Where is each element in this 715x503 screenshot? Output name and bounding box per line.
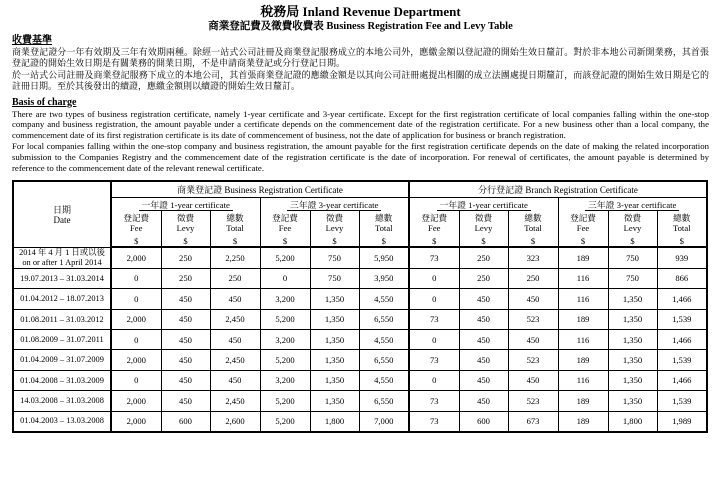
table-cell: 450 <box>161 329 210 349</box>
table-cell: 116 <box>558 329 608 349</box>
col-header-fee-zh: 登記費 <box>123 213 150 224</box>
table-row <box>13 411 707 432</box>
branch-three-year-header: 三年證 3-year certificate <box>558 198 707 212</box>
col-header-total-zh: 總數 <box>673 213 691 224</box>
table-cell: 750 <box>310 247 359 268</box>
table-cell: 1,989 <box>657 411 707 432</box>
row-date: 01.04.2009 – 31.07.2009 <box>13 350 111 370</box>
table-cell: 2,600 <box>210 411 260 432</box>
table-cell: 116 <box>558 268 608 288</box>
table-cell: 1,350 <box>608 350 657 370</box>
col-header-levy-zh: 徵費 <box>623 213 642 224</box>
date-header <box>13 181 111 247</box>
table-cell: 189 <box>558 350 608 370</box>
basis-heading-zh: 收費基準 <box>12 35 52 46</box>
table-cell: 450 <box>161 370 210 390</box>
col-header-total-en: Total <box>226 223 244 234</box>
col-header-total <box>508 211 558 235</box>
br-one-year-header: 一年證 1-year certificate <box>111 198 260 212</box>
col-header-fee-zh: 登記費 <box>421 213 448 224</box>
date-header-zh: 日期 <box>52 204 71 215</box>
row-date: 01.04.2003 – 13.03.2008 <box>13 411 111 432</box>
table-row <box>13 247 707 268</box>
col-header-fee <box>409 211 459 235</box>
table-cell: 2,000 <box>111 309 161 329</box>
row-date: 01.08.2009 – 31.07.2011 <box>13 329 111 349</box>
col-header-levy-zh: 徵費 <box>176 213 195 224</box>
table-cell: 750 <box>608 268 657 288</box>
col-header-fee-zh: 登記費 <box>570 213 596 224</box>
table-cell: 523 <box>508 391 558 411</box>
unit-label: $ <box>310 235 359 247</box>
col-header-levy-en: Levy <box>474 223 493 234</box>
table-cell: 450 <box>161 350 210 370</box>
document-subtitle: 商業登記費及徵費收費表 Business Registration Fee and Levy Table <box>208 21 513 32</box>
table-cell: 2,000 <box>111 350 161 370</box>
basis-heading-en: Basis of charge <box>12 96 77 108</box>
table-cell: 1,350 <box>310 329 359 349</box>
table-cell: 866 <box>657 268 707 288</box>
col-header-levy <box>608 211 657 235</box>
table-cell: 5,200 <box>260 350 310 370</box>
table-cell: 1,350 <box>608 370 657 390</box>
table-cell: 1,350 <box>608 289 657 309</box>
table-cell: 0 <box>409 329 459 349</box>
table-row <box>13 370 707 390</box>
col-header-fee-en: Fee <box>130 223 143 234</box>
table-cell: 450 <box>459 329 508 349</box>
col-header-levy-zh: 徵費 <box>474 213 493 224</box>
table-cell: 2,450 <box>210 391 260 411</box>
document-title: 稅務局 Inland Revenue Department <box>260 4 461 19</box>
table-cell: 250 <box>508 268 558 288</box>
table-cell: 450 <box>210 289 260 309</box>
col-header-levy-en: Levy <box>176 223 195 234</box>
table-cell: 750 <box>608 247 657 268</box>
table-cell: 323 <box>508 247 558 268</box>
table-cell: 0 <box>409 370 459 390</box>
table-cell: 450 <box>459 309 508 329</box>
table-cell: 5,200 <box>260 309 310 329</box>
fee-table <box>12 180 708 433</box>
table-cell: 2,000 <box>111 391 161 411</box>
table-cell: 1,350 <box>608 391 657 411</box>
table-cell: 1,800 <box>608 411 657 432</box>
table-cell: 1,466 <box>657 370 707 390</box>
col-header-levy-en: Levy <box>623 223 642 234</box>
col-header-fee-en: Fee <box>278 223 292 234</box>
table-cell: 0 <box>260 268 310 288</box>
table-row <box>13 329 707 349</box>
table-cell: 0 <box>111 370 161 390</box>
table-cell: 450 <box>459 391 508 411</box>
table-cell: 189 <box>558 391 608 411</box>
table-cell: 450 <box>508 329 558 349</box>
table-cell: 1,539 <box>657 309 707 329</box>
table-cell: 189 <box>558 247 608 268</box>
table-cell: 5,950 <box>359 247 409 268</box>
table-cell: 450 <box>459 370 508 390</box>
row-date: 01.08.2011 – 31.03.2012 <box>13 309 111 329</box>
section-branch-registration: 分行登記證 Branch Registration Certificate <box>409 181 707 198</box>
table-cell: 450 <box>459 350 508 370</box>
col-header-total-zh: 總數 <box>226 213 244 224</box>
table-cell: 250 <box>161 268 210 288</box>
col-header-fee-en: Fee <box>428 223 441 234</box>
table-cell: 3,200 <box>260 370 310 390</box>
col-header-total <box>657 211 707 235</box>
table-cell: 1,350 <box>310 370 359 390</box>
basis-paragraph-en-1: There are two types of business registration certificate, namely 1-year certificate and 3-year certificate. Except for the first registration certificate of local companies falling within the one-stop company and business registration, the amount payable under a certificate depends on the commencement date of the registration certificate. For a new business other than a local company, the commencement date of its first registration certificate is its date of commencement of business, not the date of application for business or branch registration. <box>12 108 709 141</box>
table-cell: 3,200 <box>260 289 310 309</box>
col-header-fee-zh: 登記費 <box>272 213 298 224</box>
table-cell: 450 <box>508 370 558 390</box>
table-cell: 4,550 <box>359 289 409 309</box>
unit-label: $ <box>558 235 608 247</box>
table-row <box>13 309 707 329</box>
table-cell: 2,000 <box>111 247 161 268</box>
basis-paragraph-en-2: For local companies falling within the one-stop company and business registration, the amount payable for the first registration certificate depends on the date of making the related incorporation submission to the Companies Registry and the commencement date of the registration certificate is the date of incorporation. For renewal of certificates, the amount payable is determined by reference to the commencement date of the relevant renewal certificate. <box>12 141 709 173</box>
col-header-total-zh: 總數 <box>524 213 542 224</box>
table-cell: 1,350 <box>310 309 359 329</box>
table-cell: 6,550 <box>359 309 409 329</box>
table-cell: 6,550 <box>359 391 409 411</box>
col-header-levy <box>161 211 210 235</box>
basis-paragraph-zh-1: 商業登記證分一年有效期及三年有效期兩種。除經一站式公司註冊及商業登記服務成立的本地公司外，應繳金額以登記證的開始生效日釐訂。對於非本地公司新開業務，其首張登記證的開始生效日期是有關業務的開業日期，不是申請商業登記或分行登記日期。 <box>12 47 709 69</box>
table-cell: 600 <box>459 411 508 432</box>
col-header-total <box>359 211 409 235</box>
date-header-en: Date <box>53 214 71 225</box>
unit-label: $ <box>260 235 310 247</box>
table-cell: 5,200 <box>260 391 310 411</box>
br-three-year-header: 三年證 3-year certificate <box>260 198 409 212</box>
table-cell: 250 <box>459 247 508 268</box>
table-cell: 600 <box>161 411 210 432</box>
table-cell: 450 <box>210 329 260 349</box>
table-cell: 1,800 <box>310 411 359 432</box>
unit-label: $ <box>657 235 707 247</box>
table-cell: 4,550 <box>359 370 409 390</box>
table-cell: 750 <box>310 268 359 288</box>
table-cell: 0 <box>409 268 459 288</box>
table-cell: 73 <box>409 411 459 432</box>
table-cell: 450 <box>210 370 260 390</box>
col-header-levy-zh: 徵費 <box>325 213 344 224</box>
table-cell: 1,350 <box>608 329 657 349</box>
table-cell: 116 <box>558 289 608 309</box>
table-cell: 2,250 <box>210 247 260 268</box>
unit-label: $ <box>409 235 459 247</box>
table-cell: 1,350 <box>310 350 359 370</box>
unit-label: $ <box>210 235 260 247</box>
table-cell: 450 <box>161 289 210 309</box>
table-cell: 73 <box>409 350 459 370</box>
col-header-total-en: Total <box>672 223 691 234</box>
table-cell: 450 <box>161 391 210 411</box>
table-cell: 3,200 <box>260 329 310 349</box>
table-cell: 189 <box>558 411 608 432</box>
table-cell: 4,550 <box>359 329 409 349</box>
col-header-levy <box>459 211 508 235</box>
col-header-levy-en: Levy <box>325 223 344 234</box>
row-date: 01.04.2012 – 18.07.2013 <box>13 289 111 309</box>
table-cell: 0 <box>409 289 459 309</box>
table-row <box>13 350 707 370</box>
col-header-levy <box>310 211 359 235</box>
table-cell: 73 <box>409 391 459 411</box>
table-row <box>13 391 707 411</box>
unit-label: $ <box>161 235 210 247</box>
col-header-fee <box>260 211 310 235</box>
col-header-total-zh: 總數 <box>375 213 393 224</box>
table-cell: 1,539 <box>657 391 707 411</box>
unit-label: $ <box>459 235 508 247</box>
col-header-total-en: Total <box>374 223 393 234</box>
table-cell: 1,466 <box>657 329 707 349</box>
row-date: 19.07.2013 – 31.03.2014 <box>13 268 111 288</box>
table-cell: 250 <box>161 247 210 268</box>
table-cell: 1,466 <box>657 289 707 309</box>
table-cell: 116 <box>558 370 608 390</box>
table-cell: 250 <box>210 268 260 288</box>
table-cell: 1,350 <box>608 309 657 329</box>
table-cell: 523 <box>508 309 558 329</box>
table-cell: 0 <box>111 268 161 288</box>
unit-label: $ <box>359 235 409 247</box>
basis-paragraph-zh-2: 於一站式公司註冊及商業登記服務下成立的本地公司，其首張商業登記證的應繳金額是以其向公司註冊處提出相關的成立法團處提日期釐訂，而該登記證的開始生效日期是它的註冊日期。至於其後發出的續證，應繳金額則以續證的開始生效日釐訂。 <box>12 69 709 92</box>
col-header-fee-en: Fee <box>576 223 590 234</box>
table-cell: 2,450 <box>210 350 260 370</box>
table-cell: 1,539 <box>657 350 707 370</box>
table-cell: 673 <box>508 411 558 432</box>
table-cell: 450 <box>161 309 210 329</box>
table-cell: 7,000 <box>359 411 409 432</box>
table-cell: 250 <box>459 268 508 288</box>
table-cell: 2,000 <box>111 411 161 432</box>
row-date: 2014 年 4 月 1 日或以後 on or after 1 April 2014 <box>13 247 111 268</box>
table-cell: 450 <box>459 289 508 309</box>
unit-label: $ <box>508 235 558 247</box>
row-date: 01.04.2008 – 31.03.2009 <box>13 370 111 390</box>
table-cell: 1,350 <box>310 391 359 411</box>
table-cell: 1,350 <box>310 289 359 309</box>
table-cell: 6,550 <box>359 350 409 370</box>
unit-label: $ <box>111 235 161 247</box>
table-cell: 3,950 <box>359 268 409 288</box>
col-header-total-en: Total <box>524 223 542 234</box>
unit-label: $ <box>608 235 657 247</box>
table-cell: 523 <box>508 350 558 370</box>
branch-one-year-header: 一年證 1-year certificate <box>409 198 558 212</box>
table-cell: 189 <box>558 309 608 329</box>
row-date: 14.03.2008 – 31.03.2008 <box>13 391 111 411</box>
table-cell: 0 <box>111 329 161 349</box>
col-header-fee <box>558 211 608 235</box>
table-row <box>13 289 707 309</box>
table-cell: 450 <box>508 289 558 309</box>
table-cell: 939 <box>657 247 707 268</box>
table-cell: 5,200 <box>260 411 310 432</box>
table-cell: 0 <box>111 289 161 309</box>
table-cell: 73 <box>409 247 459 268</box>
table-cell: 73 <box>409 309 459 329</box>
section-business-registration: 商業登記證 Business Registration Certificate <box>111 181 409 198</box>
table-cell: 5,200 <box>260 247 310 268</box>
table-cell: 2,450 <box>210 309 260 329</box>
col-header-total <box>210 211 260 235</box>
table-row <box>13 268 707 288</box>
col-header-fee <box>111 211 161 235</box>
